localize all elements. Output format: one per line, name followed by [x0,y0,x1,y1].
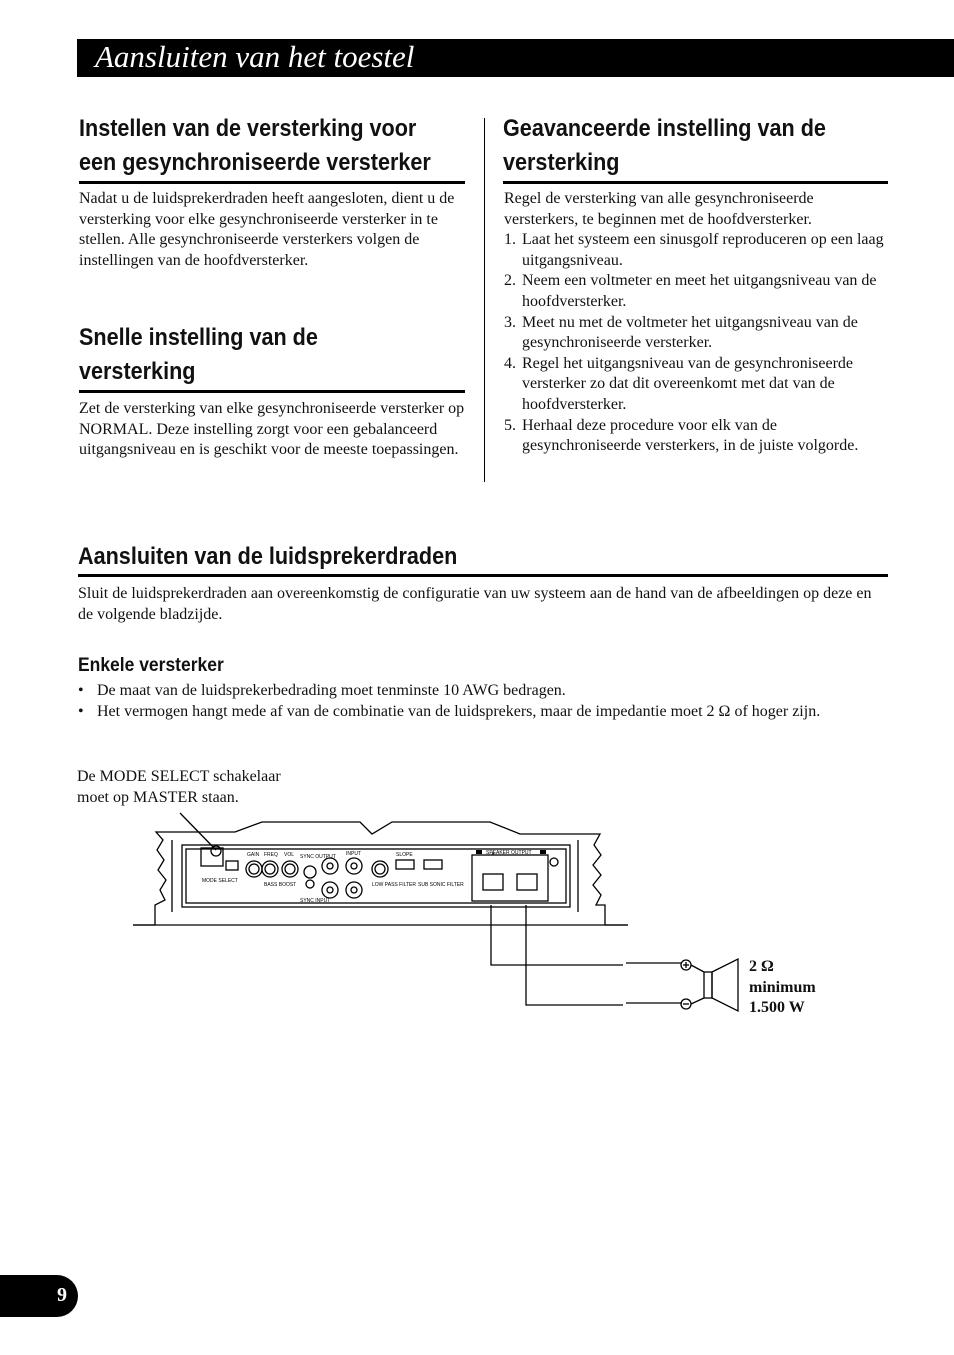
slope-switch [396,860,414,869]
paragraph: Sluit de luidsprekerdraden aan overeenkomstig de configuratie van uw systeem aan de hand van de afbeeldingen op deze en de volgende bladzijde. [78,585,872,623]
bullet-item: • Het vermogen hangt mede af van de combinatie van de luidsprekers, maar de impedantie moet 2 Ω of hoger zijn. [78,702,890,723]
speaker-spec [749,957,816,1019]
subsonic-switch [424,860,442,869]
bullet-item: • De maat van de luidsprekerbedrading moet tenminste 10 AWG bedragen. [78,681,890,702]
paragraph: Nadat u de luidsprekerdraden heeft aangesloten, dient u de versterking voor elke gesynchroniseerde versterker in te stellen. Alle gesynchroniseerde versterkers volgen de instellingen van de hoofdversterker. [79,190,455,269]
step-text: Meet nu met de voltmeter het uitgangsniveau van de gesynchroniseerde versterker. [522,313,858,352]
speaker-terminal [483,874,503,890]
page-number: 9 [57,1284,67,1306]
input-jack [346,858,362,874]
step-number: 3. [504,313,516,331]
speaker-power: 1.500 W [749,999,805,1017]
positive-wire [491,905,623,965]
speaker-impedance: 2 Ω [749,958,774,975]
heading-line: versterking [503,149,620,176]
step-number: 1. [504,231,516,249]
callout-line: De MODE SELECT schakelaar [77,768,281,785]
panel-label-low-pass: LOW PASS FILTER [372,882,416,888]
step-text: Regel het uitgangsniveau van de gesynchroniseerde versterker zo dat dit overeenkomt met dat van de hoofdversterker. [522,354,853,413]
panel-label-vol: VOL [284,852,295,858]
page-number-tab [0,1275,78,1317]
panel-label-sync-input: SYNC INPUT [300,898,331,904]
callout-line: moet op MASTER staan. [77,788,239,806]
rca-jack [322,882,338,898]
heading-line: een gesynchroniseerde versterker [79,149,431,176]
mode-select-switch [201,848,223,866]
step-text: Laat het systeem een sinusgolf reproduceren op een laag uitgangsniveau. [522,231,884,269]
ground-screw [550,858,558,866]
panel-label-mode-select: MODE SELECT [202,878,238,884]
input-jack [346,882,362,898]
subheading-single-amp: Enkele versterker [78,655,224,676]
step-number: 5. [504,416,516,434]
heading-speaker-wiring: Aansluiten van de luidsprekerdraden [78,543,458,570]
heading-line: Snelle instelling van de [79,324,318,351]
page-title: Aansluiten van het toestel [95,39,415,74]
paragraph: Regel de versterking van alle gesynchroniseerde versterkers, te beginnen met de hoofdversterker. [504,190,814,228]
step-text: Herhaal deze procedure voor elk van de gesynchroniseerde versterkers, in de juiste volgorde. [522,416,859,455]
negative-wire [526,905,623,1005]
step-number: 2. [504,272,516,290]
heading-line: versterking [79,358,196,385]
panel-label-freq: FREQ [264,852,278,858]
heading-line: Geavanceerde instelling van de [503,115,826,142]
speaker-min: minimum [749,978,816,996]
panel-label-sync-output: SYNC OUTPUT [300,854,336,860]
step-number: 4. [504,354,516,372]
panel-label-gain: GAIN [247,852,260,858]
speaker-terminal [517,874,537,890]
speaker-icon [704,972,712,998]
step-text: Neem een voltmeter en meet het uitgangsniveau van de hoofdversterker. [522,272,877,310]
rca-jack [322,858,338,874]
panel-label-bass-boost: BASS BOOST [264,882,297,888]
paragraph: Zet de versterking van elke gesynchroniseerde versterker op NORMAL. Deze instelling zorgt voor een gebalanceerd uitgangsniveau en is geschikt voor de meeste toepassingen. [79,400,465,459]
panel-label-sub-sonic: SUB SONIC FILTER [418,882,464,888]
panel-label-slope: SLOPE [396,852,413,858]
panel-label-speaker-output: SPEAKER OUTPUT [486,850,532,856]
panel-label-input: INPUT [346,851,361,857]
heading-line: Instellen van de versterking voor [79,115,417,142]
sync-output-jack [304,866,316,878]
